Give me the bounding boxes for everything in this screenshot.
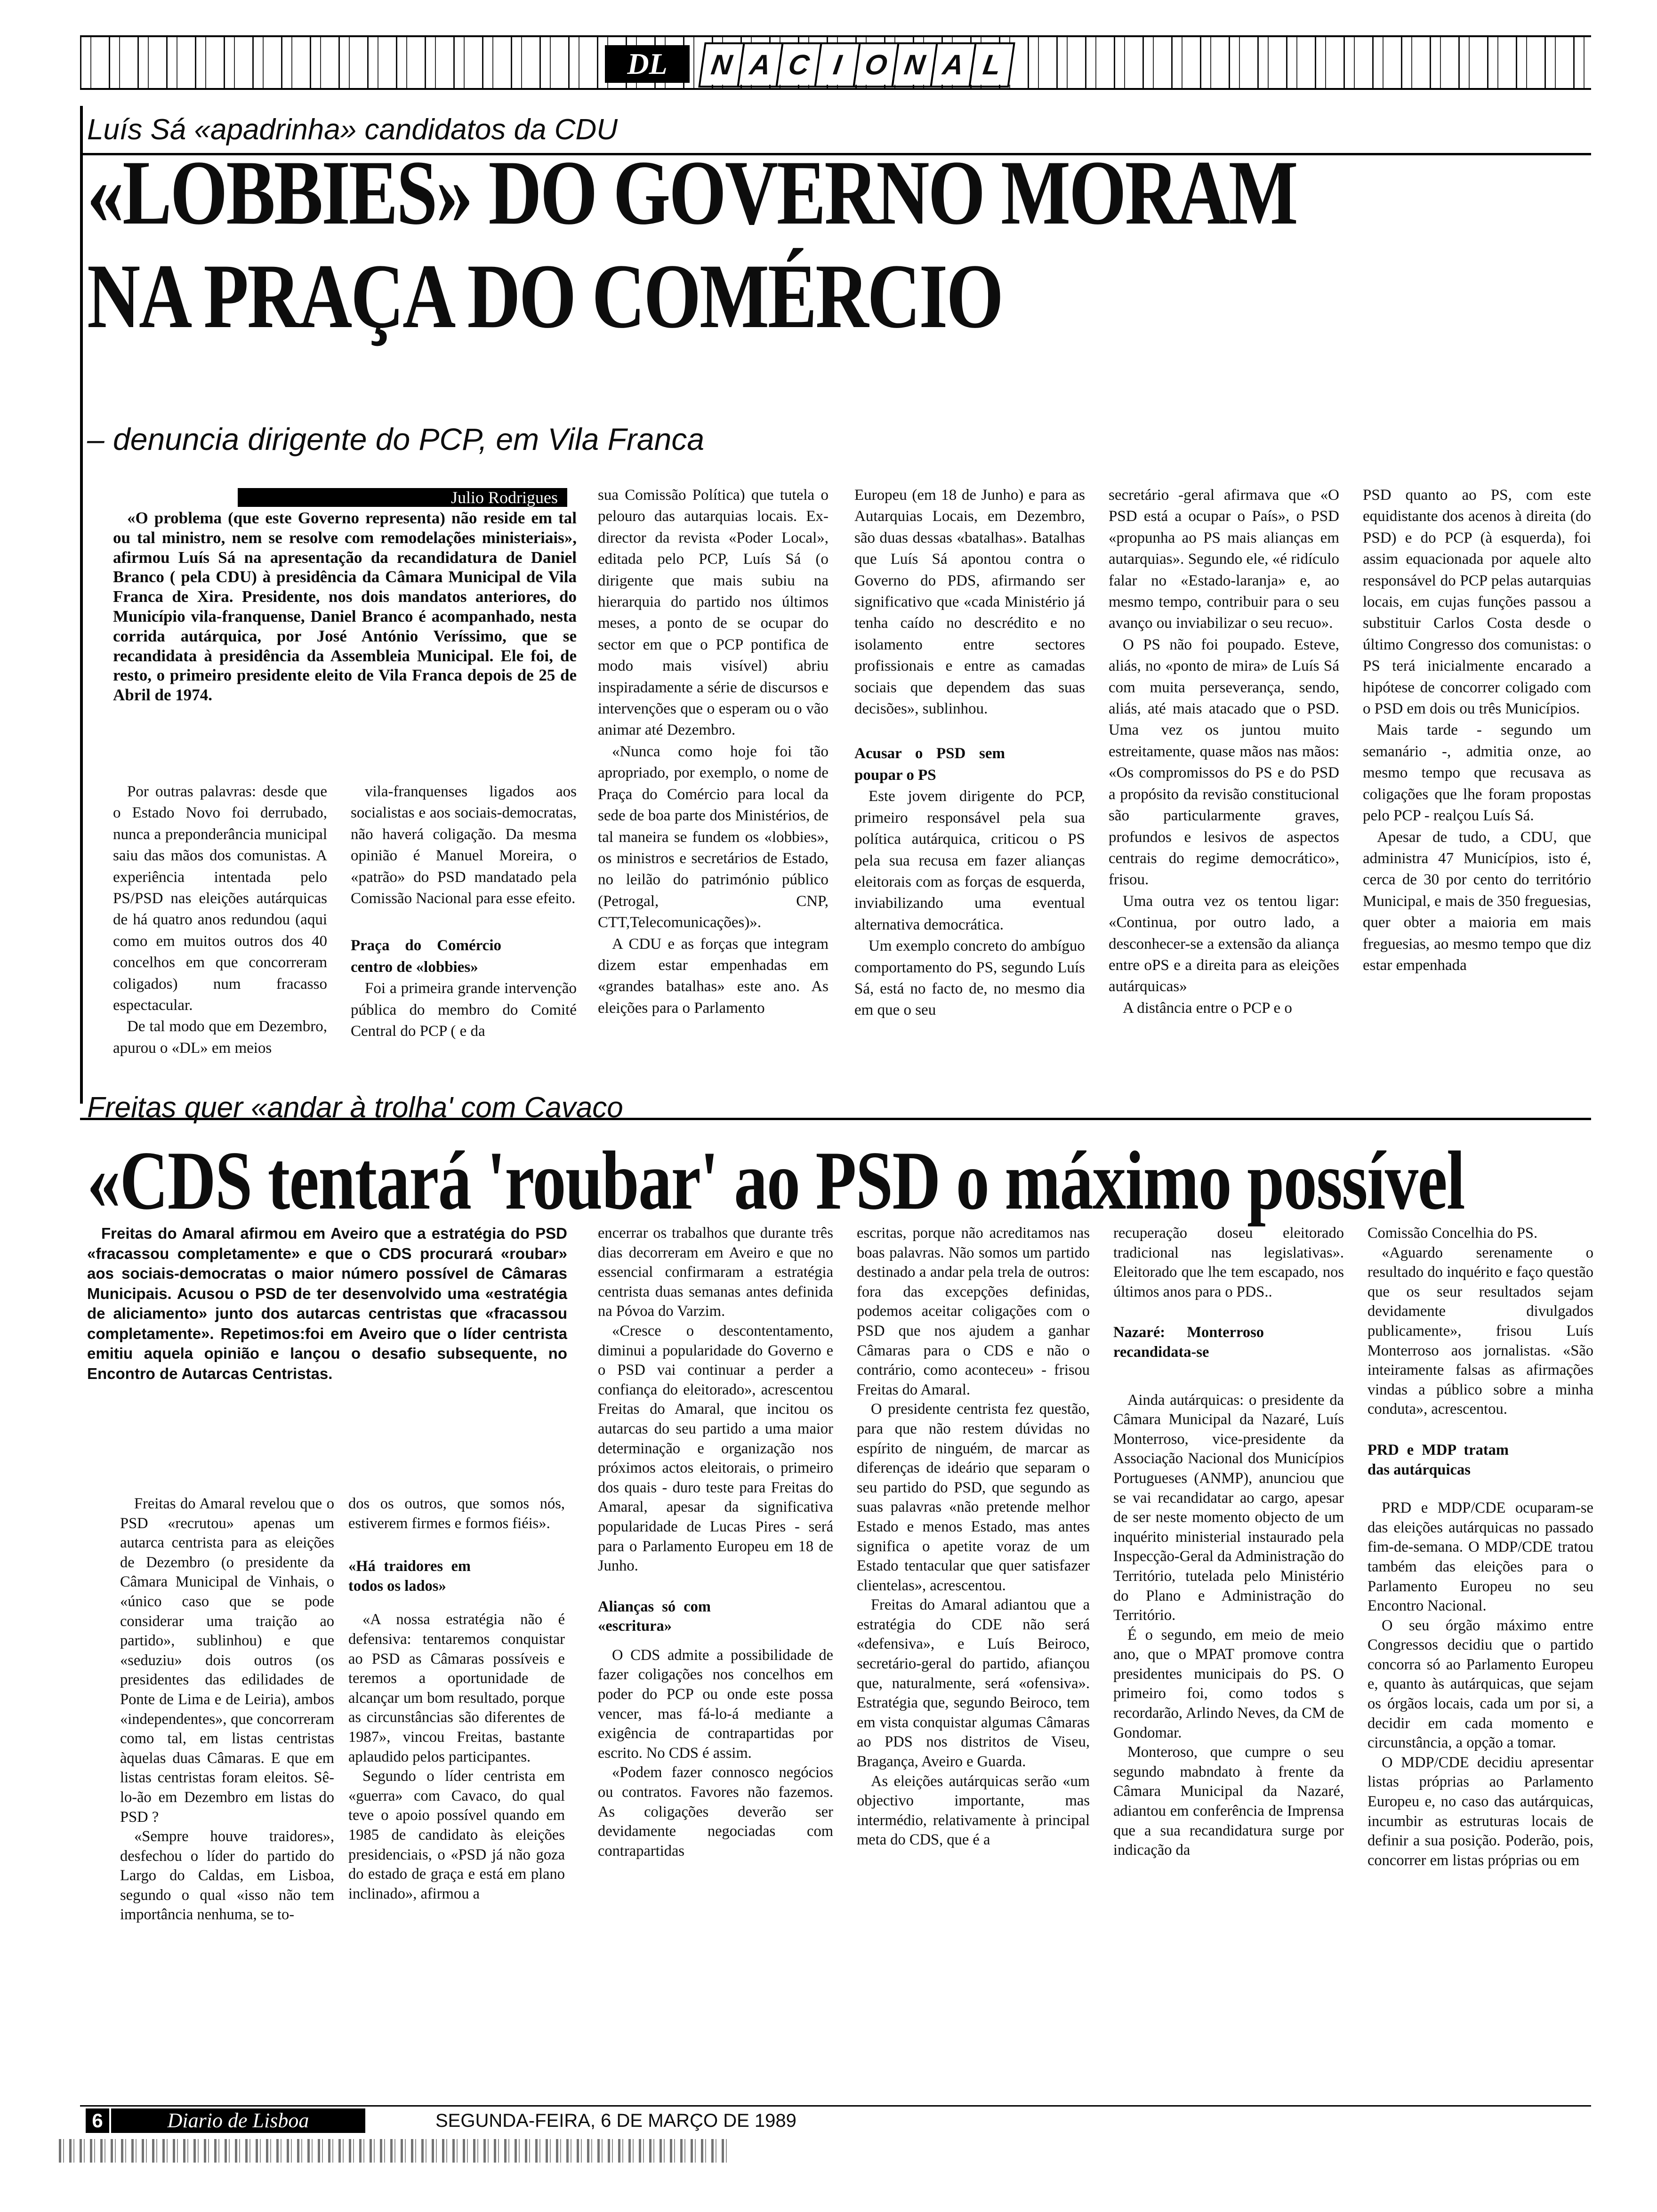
paragraph: encerrar os trabalhos que durante três dias decorreram em Aveiro e que no essencial confirmaram a estratégia centrista duas semanas antes definida na Póvoa do Varzim. [598,1225,833,1320]
subheading: Praça do Comércio centro de «lobbies» [351,937,501,976]
headline-line2: NA PRAÇA DO COMÉRCIO [87,245,1002,347]
paragraph: De tal modo que em Dezembro, apurou o «DL» em meios [113,1018,327,1057]
paragraph: Monteroso, que cumpre o seu segundo mabndato à frente da Câmara Municipal da Nazaré, adiantou em conferência de Imprensa que a sua recandidatura surge por indicação da [1113,1744,1344,1859]
page-number: 6 [86,2108,109,2133]
section-letter: N [698,42,745,88]
section-letter: C [775,42,822,88]
section-label [701,42,1010,85]
paragraph: O PS não foi poupado. Esteve, aliás, no «ponto de mira» de Luís Sá com muita perseverança, sendo, aliás, até mais atacado que o PSD. Uma vez os juntou muito estreitamente, quase mãos nas mãos: «Os compromissos do PS e do PSD a propósito da revisão constitucional são particularmente graves, profundos e lesivos de aspectos centrais do regime democrático», frisou. [1109,636,1339,889]
story1-lead: «O problema (que este Governo representa) não reside em tal ou tal ministro, nem se resolve com remodelações ministeriais», afirmou Luís Sá na apresentação da recandidatura de Daniel Branco ( pela CDU) à presidência da Câmara Municipal de Vila Franca de Xira. Presidente, nos dois mandatos anteriores, do Município vila-franquense, Daniel Branco é acompanhado, nesta corrida autárquica, por José António Veríssimo, que se recandidata à presidência da Assembleia Municipal. Ele foi, de resto, o primeiro presidente eleito de Vila Franca depois de 25 de Abril de 1974. [113,509,577,705]
story2-col6 [1367,1224,1593,1870]
paragraph: Freitas do Amaral revelou que o PSD «recrutou» apenas um autarca centrista para as eleições de Dezembro (o presidente da Câmara Municipal de Vinhais, o «único caso que se pode considerar uma traição ao partido», sublinhou) e que «seduziu» dois outros (os presidentes das edilidades de Ponte de Lima e de Leiria), ambos «independentes», que concorreram como tal, em listas centristas àquelas duas Câmaras. E que em listas centristas foram eleitos. Sê-lo-ão em Dezembro em listas do PSD ? [120,1495,334,1826]
story2-col5 [1113,1224,1344,1860]
story1-col3 [598,485,828,1019]
subheading: «Há traidores em todos os lados» [348,1558,471,1595]
paragraph: O seu órgão máximo entre Congressos decidiu que o partido concorra só ao Parlamento Europeu e, quanto às autárquicas, que sejam os órgãos locais, cada um por si, a decidir em cada momento e circunstância, a opção a tomar. [1367,1617,1593,1752]
section-letter: I [814,42,861,88]
story2-col3 [598,1224,833,1861]
story1-col2 [351,781,577,1042]
byline: Julio Rodrigues [238,488,567,507]
story1-col1 [113,781,327,1059]
story-border-left [80,106,83,1104]
paragraph: dos os outros, que somos nós, estiverem firmes e formos fiéis». [348,1495,565,1532]
paragraph: O presidente centrista fez questão, para que não restem dúvidas no espírito de ninguém, de marcar as diferenças de ideário que separam o seu partido do PSD, que segundo as suas palavras «não pretende melhor Estado e menos Estado, mas antes significa o apetite voraz de um Estado tentacular que quer satisfazer clientelas», acrescentou. [857,1401,1090,1594]
paragraph: O MDP/CDE decidiu apresentar listas próprias ao Parlamento Europeu e, no caso das autárquicas, incumbir as estruturas locais de definir a sua posição. Poderão, pois, concorrer em listas próprias ou em [1367,1754,1593,1869]
story1-headline [87,141,1296,348]
section-letter: O [853,42,899,88]
story2-col2 [348,1494,565,1904]
paragraph: «Cresce o descontentamento, diminui a popularidade do Governo e o PSD vai continuar a perder a confiança do eleitorado», acrescentou Freitas do Amaral, que incitou os autarcas do seu partido a uma maior determinação e organização nos próximos actos eleitorais, o primeiro dos quais - duro teste para Freitas do Amaral, apesar da significativa popularidade de Lucas Pires - será para o Parlamento Europeu em 18 de Junho. [598,1322,833,1575]
paragraph: Freitas do Amaral adiantou que a estratégia do CDE não será «defensiva», e Luís Beiroco, secretário-geral do partido, afiançou que, naturalmente, será «ofensiva». Estratégia que, segundo Beiroco, tem em vista conquistar algumas Câmaras ao PDS nos distritos de Viseu, Bragança, Aveiro e Guarda. [857,1596,1090,1771]
paragraph: Um exemplo concreto do ambíguo comportamento do PS, segundo Luís Sá, está no facto de, no mesmo dia em que o seu [854,938,1085,1019]
paragraph: Mais tarde - segundo um semanário -, admitia onze, ao mesmo tempo que recusava as coligações que lhe foram propostas pelo PCP - realçou Luís Sá. [1363,721,1591,825]
paragraph: Este jovem dirigente do PCP, primeiro responsável pela sua política autárquica, criticou o PS pela sua recusa em fazer alianças eleitorais com as forças de esquerda, inviabilizando uma eventual alternativa democrática. [854,788,1085,933]
paragraph: vila-franquenses ligados aos socialistas e aos sociais-democratas, não haverá coligação. Da mesma opinião é Manuel Moreira, o «patrão» do PSD mandatado pela Comissão Nacional para esse efeito. [351,783,577,907]
paragraph: Segundo o líder centrista em «guerra» com Cavaco, do qual teve o apoio possível quando em 1985 de candidato às eleições presidenciais, o «PSD já não goza do estado de graça e está em plano inclinado», afirmou a [348,1768,565,1902]
story2-col1 [120,1494,334,1925]
story1-col5 [1109,485,1339,1019]
subheading: Acusar o PSD sem poupar o PS [854,745,1005,784]
paragraph: «Podem fazer connosco negócios ou contratos. Favores não fazemos. As coligações deverão ser devidamente negociadas com contrapartidas [598,1764,833,1859]
paragraph: PSD quanto ao PS, com este equidistante dos acenos à direita (do PSD) e do PCP (à esquerda), foi assim equacionada por aquele alto responsável do PCP pelas autarquias locais, em cujas funções passou a substituir Carlos Costa desde o último Congresso dos comunistas: o PS terá inicialmente encarado a hipótese de concorrer coligado com o PSD em dois ou três Municípios. [1363,487,1591,718]
paragraph: escritas, porque não acreditamos nas boas palavras. Não somos um partido destinado a andar pela trela de outros: fora das excepções definidas, podemos aceitar coligações com o PSD que nos ajudem a ganhar Câmaras para o CDS e não o contrário, como aconteceu» - frisou Freitas do Amaral. [857,1225,1090,1398]
paragraph: Apesar de tudo, a CDU, que administra 47 Municípios, isto é, cerca de 30 por cento do território Municipal, e mais de 350 freguesias, quer obter a maioria em mais freguesias, ao mesmo tempo que diz estar empenhada [1363,828,1591,974]
paragraph: recuperação doseu eleitorado tradicional nas legislativas». Eleitorado que lhe tem escapado, nos últimos anos para o PDS.. [1113,1225,1344,1300]
story1-col6 [1363,485,1591,976]
paragraph: A CDU e as forças que integram dizem estar empenhadas em «grandes batalhas» este ano. As eleições para o Parlamento [598,935,828,1017]
story2-kicker: Freitas quer «andar à trolha' com Cavaco [87,1091,623,1124]
headline-line1: «LOBBIES» DO GOVERNO MORAM [87,142,1297,244]
section-letter: N [891,42,938,88]
paragraph: secretário -geral afirmava que «O PSD está a ocupar o País», o PSD «propunha ao PS mais alianças em autarquias». Segundo ele, «é ridículo falar no «Estado-laranja» e, ao mesmo tempo, contribuir para o seu avanço ou inviabilizar o seu recuo». [1109,487,1339,632]
section-letter: A [930,42,976,88]
section-letter: L [968,42,1015,88]
newspaper-logo: DL [605,45,690,83]
paragraph: sua Comissão Política) que tutela o pelouro das autarquias locais. Ex-director da revista «Poder Local», editada pelo PCP, Luís Sá (o dirigente que mais subiu na hierarquia do partido nos últimos meses, a ponto de se ocupar do sector em que o PCP pontifica de modo mais visível) abriu inspiradamente a série de discursos e intervenções que o esperam ou o vão animar até Dezembro. [598,487,828,739]
paragraph: O CDS admite a possibilidade de fazer coligações nos concelhos em poder do PCP ou onde este possa vencer, mas fá-lo-á mediante a exigência de contrapartidas por escrito. No CDS é assim. [598,1646,833,1762]
story1-col4 [854,485,1085,1021]
paragraph: Europeu (em 18 de Junho) e para as Autarquias Locais, em Dezembro, são duas dessas «batalhas». Batalhas que Luís Sá apontou contra o Governo do PDS, afirmando ser significativo que «cada Ministério já tenha caído no descrédito e no isolamento entre sectores profissionais e entre as camadas sociais que dependem das suas decisões», sublinhou. [854,487,1085,718]
subheading: PRD e MDP tratam das autárquicas [1367,1441,1509,1478]
paragraph: «Nunca como hoje foi tão apropriado, por exemplo, o nome de Praça do Comércio para local da sede de boa parte dos Ministérios, de tal maneira se fundem os «lobbies», os ministros e secretários de Estado, no leilão do património público (Petrogal, CNP, CTT,Telecomunicações)». [598,743,828,931]
story2-lead: Freitas do Amaral afirmou em Aveiro que a estratégia do PSD «fracassou completamente» e que o CDS procurará «roubar» aos sociais-democratas o maior número possível de Câmaras Municipais. Acusou o PSD de ter desenvolvido uma «estratégia de aliciamento» junto dos autarcas centristas que «fracassou completamente». Repetimos:foi em Aveiro que o líder centrista emitiu aquela opinião e lançou o desafio subsequente, no Encontro de Autarcas Centristas. [87,1225,567,1382]
paragraph: A distância entre o PCP e o [1123,999,1292,1017]
story2-col4 [857,1224,1090,1850]
story1-subhead: – denuncia dirigente do PCP, em Vila Franca [87,422,705,457]
paragraph: «Sempre houve traidores», desfechou o líder do partido do Largo do Caldas, em Lisboa, segundo o qual «isso não tem importância nenhuma, se to- [120,1828,334,1923]
paragraph: Uma outra vez os tentou ligar: «Continua, por outro lado, a desconhecer-se a extensão da aliança entre oPS e a direita para as eleições autárquicas» [1109,892,1339,995]
footer-brand-logo: Diario de Lisboa [111,2108,365,2133]
story1-kicker: Luís Sá «apadrinha» candidatos da CDU [87,113,618,146]
section-letter: A [737,42,783,88]
paragraph: Ainda autárquicas: o presidente da Câmara Municipal da Nazaré, Luís Monterroso, vice-presidente da Associação Nacional dos Municípios Portugueses (ANMP), anunciou que se vai recandidatar ao cargo, apesar de ser neste momento objecto de um inquérito ministerial instaurado pela Inspecção-Geral da Administração do Território, tutelada pelo Ministério do Plano e Administração do Território. [1113,1391,1344,1624]
paragraph: «Aguardo serenamente o resultado do inquérito e faço questão que os seur resultados sejam devidamente divulgados publicamente», frisou Luís Monterroso aos jornalistas. «São inteiramente falsas as afirmações vindas a público sobre a minha conduta», acrescentou. [1367,1244,1593,1418]
paragraph: As eleições autárquicas serão «um objectivo importante, mas intermédio, relativamente à principal meta do CDS, que é a [857,1772,1090,1849]
paragraph: Foi a primeira grande intervenção pública do membro do Comité Central do PCP ( e da [351,980,577,1040]
printer-registration-marks [59,2139,732,2163]
subheading: Alianças só com «escritura» [598,1598,711,1635]
story2-headline: «CDS tentará 'roubar' ao PSD o máximo possível [87,1134,1465,1227]
paragraph: Comissão Concelhia do PS. [1367,1225,1538,1242]
footer-rule [80,2105,1591,2107]
subheading: Nazaré: Monterroso recandidata-se [1113,1324,1264,1361]
paragraph: É o segundo, em meio de meio ano, que o MPAT promove contra presidentes municipais do PS. O primeiro foi, como todos s recordarão, Arlindo Neves, da CM de Gondomar. [1113,1626,1344,1741]
paragraph: PRD e MDP/CDE ocuparam-se das eleições autárquicas no passado fim-de-semana. O MDP/CDE tratou também das eleições para o Parlamento Europeu no seu Encontro Nacional. [1367,1499,1593,1615]
footer-date: SEGUNDA-FEIRA, 6 DE MARÇO DE 1989 [435,2110,796,2131]
paragraph: Por outras palavras: desde que o Estado Novo foi derrubado, nunca a preponderância municipal saiu das mãos dos comunistas. A experiência intentada pelo PS/PSD nas eleições autárquicas de há quatro anos redundou (aqui como em muitos outros dos 40 concelhos em que concorreram coligados) num fracasso espectacular. [113,783,327,1014]
paragraph: «A nossa estratégia não é defensiva: tentaremos conquistar ao PSD as Câmaras possíveis e teremos a oportunidade de alcançar um bom resultado, porque as circunstâncias são diferentes de 1987», vincou Freitas, bastante aplaudido pelos participantes. [348,1611,565,1765]
